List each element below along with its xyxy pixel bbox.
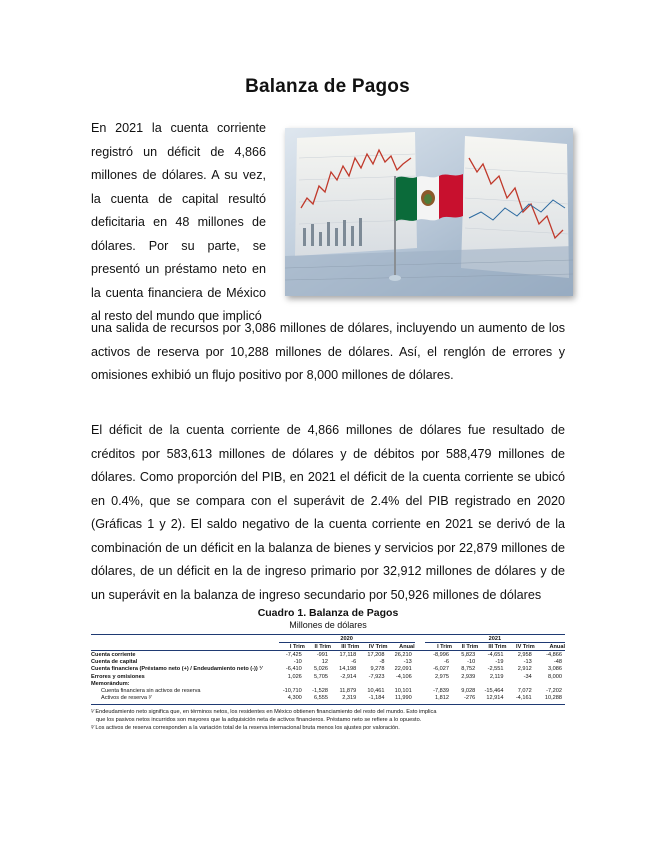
footnote-1-cont: que los pasivos netos incurridos son mayores que la adquisición neta de activos financieros. Préstamo neto se refiere a lo opuesto.	[96, 716, 422, 723]
col-header: IV Trim	[506, 643, 534, 651]
cell-2020: -10	[293, 659, 302, 666]
table-notes	[91, 708, 565, 732]
cell-2021: -4,161	[515, 695, 532, 702]
cell-2021: -4,651	[487, 651, 504, 658]
cell-2020: -4,106	[395, 673, 412, 680]
cell-2020: 10,101	[394, 687, 412, 694]
cell-2020: 2,319	[342, 695, 357, 702]
year-header-row	[91, 635, 565, 643]
intro-paragraph-continued: una salida de recursos por 3,086 millones de dólares, incluyendo un aumento de los activos de reserva por 10,288 millones de dólares. Así, el renglón de errores y omisiones exhibió un flujo positivo por 8,000 millones de dólares.	[91, 321, 565, 382]
col-header: Anual	[535, 643, 565, 651]
col-header: I Trim	[425, 643, 452, 651]
data-table	[91, 634, 565, 705]
row-label: Cuenta corriente	[91, 651, 136, 658]
flag-charts-photo	[285, 128, 573, 296]
cell-2021: -34	[523, 673, 532, 680]
cell-2020: -13	[403, 659, 412, 666]
cell-2021: 2,958	[517, 651, 532, 658]
cell-2021: 2,975	[435, 673, 449, 680]
cell-2020: 17,208	[367, 651, 385, 658]
cell-2021: 12,914	[486, 695, 504, 702]
cell-2021: -8,996	[433, 651, 449, 658]
year-2020: 2020	[279, 635, 415, 643]
row-label: Cuenta financiera sin activos de reserva	[101, 687, 201, 694]
cell-2021: -7,839	[433, 687, 449, 694]
cell-2021: 1,812	[435, 695, 449, 702]
cell-2021: -276	[464, 695, 476, 702]
cell-2020: -8	[379, 659, 385, 666]
cell-2020: -1,184	[368, 695, 385, 702]
cell-2020: 22,091	[394, 666, 412, 673]
photo-illustration	[285, 128, 573, 296]
col-header: Anual	[387, 643, 414, 651]
cell-2021: 2,939	[461, 673, 476, 680]
table-row	[91, 695, 565, 702]
row-label: Errores y omisiones	[91, 673, 145, 680]
cell-2021: -6	[444, 659, 449, 666]
cell-2021: 5,823	[461, 651, 476, 658]
memo-heading-row	[91, 680, 565, 687]
cell-2020: -7,923	[368, 673, 385, 680]
cell-2021: 10,288	[544, 695, 562, 702]
cell-2020: 1,026	[287, 673, 302, 680]
cell-2021: 3,086	[548, 666, 562, 673]
footnote-2: ²⁄ Los activos de reserva corresponden a la variación total de la reserva internacional bruta menos los ajustes por valoración.	[91, 724, 400, 731]
col-header: II Trim	[305, 643, 331, 651]
cell-2020: 26,210	[394, 651, 412, 658]
current-account-paragraph: El déficit de la cuenta corriente de 4,866 millones de dólares fue resultado de créditos por 583,613 millones de dólares y de débitos por 588,479 millones de dólares. Como proporción del PIB, en 2021 el déficit de la cuenta corriente se ubicó en 0.4%, que se compara con el superávit de 2.4% del PIB registrado en 2020 (Gráficas 1 y 2). El saldo negativo de la cuenta corriente en 2021 se derivó de la combinación de un déficit en la balanza de bienes y servicios por 22,879 millones de dólares, de un déficit en la de ingreso primario por 32,912 millones de dólares y de un superávit en la balanza de ingreso secundario por 50,926 millones de dólares	[91, 423, 565, 602]
col-header: I Trim	[279, 643, 305, 651]
cell-2020: 12	[321, 659, 329, 666]
cell-2020: 11,990	[395, 695, 412, 702]
col-header: II Trim	[452, 643, 478, 651]
cell-2020: 6,555	[314, 695, 329, 702]
table-title: Cuadro 1. Balanza de Pagos	[257, 607, 399, 619]
cell-2021: 8,000	[548, 673, 562, 680]
cell-2021: -48	[553, 659, 562, 666]
cell-2021: -15,464	[484, 687, 504, 694]
row-label: Activos de reserva ²⁄	[101, 695, 152, 702]
column-header-row	[91, 643, 565, 651]
cell-2021: -10	[467, 659, 476, 666]
table-row	[91, 659, 565, 666]
table-row	[91, 651, 565, 659]
cell-2020: -991	[316, 651, 329, 658]
cell-2020: 9,278	[370, 666, 385, 673]
cell-2020: -6,410	[285, 666, 302, 673]
cell-2021: -13	[523, 659, 532, 666]
cell-2020: -10,710	[282, 687, 302, 694]
col-header: III Trim	[331, 643, 359, 651]
cell-2020: -1,528	[312, 687, 329, 694]
cell-2021: -19	[495, 659, 504, 666]
cell-2020: -2,914	[340, 673, 357, 680]
row-label: Cuenta financiera (Préstamo neto (+) / Endeudamiento neto (-)) ¹⁄	[91, 666, 263, 673]
cell-2021: 2,912	[517, 666, 532, 673]
table-subtitle: Millones de dólares	[289, 620, 367, 630]
page-title: Balanza de Pagos	[245, 76, 410, 97]
cell-2021: 7,072	[517, 687, 532, 694]
col-header: III Trim	[478, 643, 506, 651]
balance-of-payments-table	[91, 607, 565, 732]
cell-2020: 14,198	[339, 666, 357, 673]
cell-2021: -7,202	[546, 687, 562, 694]
cell-2021: -2,551	[487, 666, 504, 673]
memo-label: Memorándum:	[91, 680, 130, 687]
table-row	[91, 687, 565, 694]
cell-2021: -6,027	[433, 666, 449, 673]
cell-2020: -6	[351, 659, 357, 666]
cell-2021: 9,028	[461, 687, 476, 694]
cell-2021: -4,866	[546, 651, 562, 658]
row-label: Cuenta de capital	[91, 659, 138, 666]
col-header: IV Trim	[359, 643, 387, 651]
cell-2020: -7,425	[285, 651, 302, 658]
cell-2020: 4,300	[287, 695, 302, 702]
table-row	[91, 666, 565, 673]
cell-2020: 10,461	[367, 687, 385, 694]
cell-2020: 5,705	[314, 673, 329, 680]
cell-2020: 5,026	[314, 666, 329, 673]
year-2021: 2021	[425, 635, 565, 643]
cell-2021: 2,119	[489, 673, 504, 680]
table-row	[91, 673, 565, 680]
footnote-1: ¹⁄ Endeudamiento neto significa que, en términos netos, los residentes en México obtienen financiamiento del resto del mundo. Esto implica	[91, 708, 437, 715]
cell-2021: 8,752	[461, 666, 476, 673]
cell-2020: 11,879	[339, 687, 357, 694]
intro-paragraph: En 2021 la cuenta corriente registró un déficit de 4,866 millones de dólares. A su vez, la cuenta de capital resultó deficitaria en 48 millones de dólares. Por su parte, se presentó un préstamo neto en la cuenta financiera de México al resto del mundo que implicó	[91, 121, 266, 323]
cell-2020: 17,118	[339, 651, 357, 658]
